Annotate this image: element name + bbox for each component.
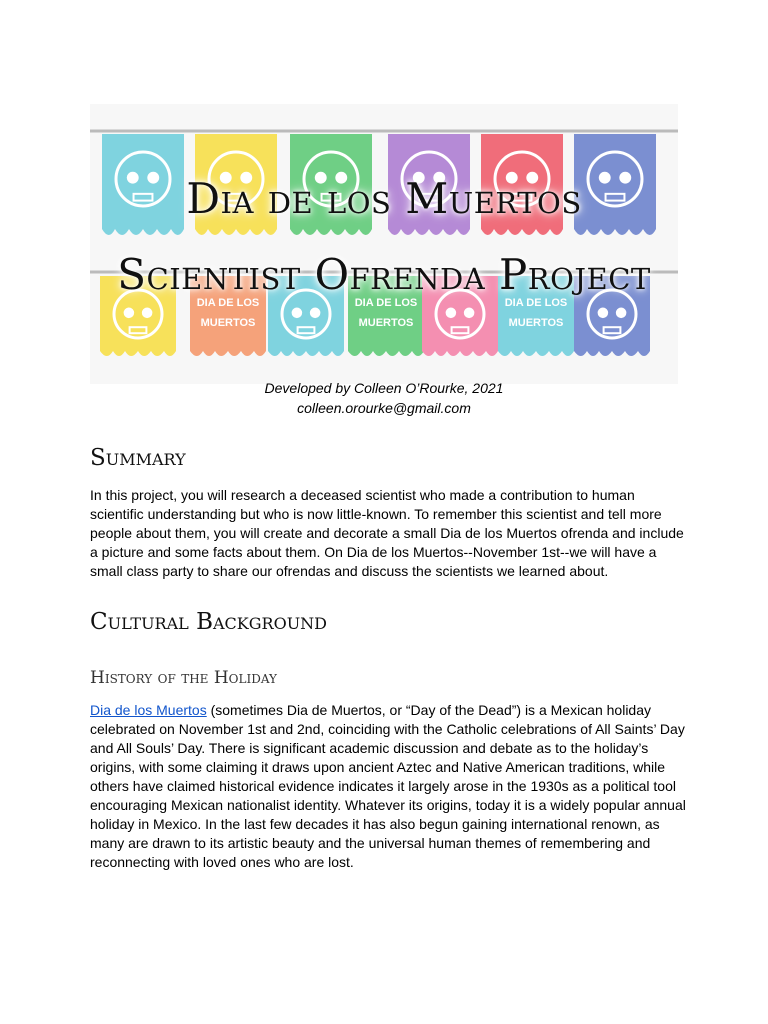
credits (90, 378, 678, 418)
papel-picado-image (90, 104, 678, 384)
flag-label: MUERTOS (200, 317, 256, 329)
cultural-background-heading: Cultural Background (90, 609, 328, 635)
flag-label: MUERTOS (508, 317, 564, 329)
history-text: (sometimes Dia de Muertos, or “Day of the Dead”) is a Mexican holiday celebrated on November 1st and 2nd, coinciding with the Catholic celebrations of All Saints’ Day and All Souls’ Day. There is significant academic discussion and debate as to the holiday’s origins, with some claiming it draws upon ancient Aztec and Native American traditions, while others have claimed historical evidence indicates it largely arose in the 1930s as a political tool encouraging Mexican nationalist identity. Whatever its origins, today it is a widely popular annual holiday in Mexico. In the last few decades it has also begun gaining international renown, as many are drawn to its artistic beauty and the universal human themes of remembering and reconnecting with loved ones who are lost. (90, 702, 686, 870)
author-email: colleen.orourke@gmail.com (297, 400, 471, 416)
title-line-2: Scientist Ofrenda Project (117, 250, 651, 299)
summary-heading: Summary (90, 445, 186, 471)
flag-label: MUERTOS (358, 317, 414, 329)
flag-label: DIA DE LOS (196, 297, 260, 309)
history-subheading: History of the Holiday (90, 668, 277, 688)
flag-label: DIA DE LOS (504, 297, 568, 309)
summary-paragraph: In this project, you will research a deceased scientist who made a contribution to human scientific understanding but who is now little-known. To remember this scientist and tell more people about them, you will create and decorate a small Dia de los Muertos ofrenda and include a picture and some facts about them. On Dia de los Muertos--November 1st--we will have a small class party to share our ofrendas and discuss the scientists we learned about. (90, 487, 684, 579)
flag-label: DIA DE LOS (354, 297, 418, 309)
history-paragraph (90, 701, 690, 872)
title-line-1: Dia de los Muertos (186, 174, 582, 223)
papel-picado-banner (90, 104, 678, 384)
dia-de-los-muertos-link[interactable]: Dia de los Muertos (90, 702, 207, 718)
author-credit: Developed by Colleen O’Rourke, 2021 (264, 380, 504, 396)
